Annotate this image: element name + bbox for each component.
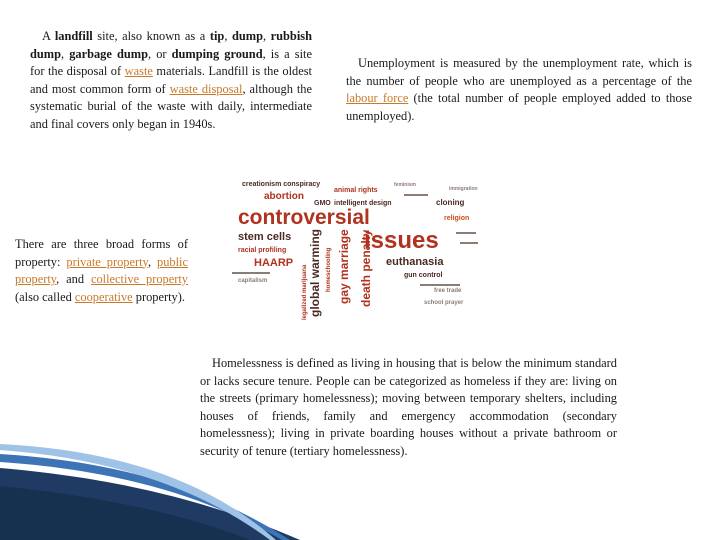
word-racial-profiling: racial profiling xyxy=(238,247,287,254)
word-gmo: GMO xyxy=(314,200,331,207)
term-landfill: landfill xyxy=(54,29,93,43)
controversial-issues-word-cloud xyxy=(224,172,492,322)
landfill-paragraph: A landfill site, also known as a tip, dump, rubbish dump, garbage dump, or dumping ground, is a site for the disposal of waste materials. Landfill is the oldest and most common form of waste disposal, although the systematic burial of the waste with daily, intermediate and final covers only began in 1940s. xyxy=(30,29,312,131)
collective-property-link[interactable]: collective property xyxy=(90,272,189,287)
homelessness-paragraph: Homelessness is defined as living in housing that is below the minimum standard or lacks secure tenure. People can be categorized as homeless if they are: living on the streets (primary homelessness); moving between temporary shelters, including houses of friends, family and emergency accommodation (secondary homelessness); living in private boarding houses without a private bathroom or security of tenure (tertiary homelessness). xyxy=(200,356,617,458)
word-euthanasia: euthanasia xyxy=(386,256,444,268)
term-dumping-ground: dumping ground xyxy=(171,46,263,61)
labour-force-link[interactable]: labour force xyxy=(346,91,409,106)
decorative-swoosh xyxy=(0,440,720,540)
word-cloud-reflection xyxy=(224,322,492,352)
term-tip: tip xyxy=(209,29,225,43)
word-creationism: creationism conspiracy xyxy=(242,181,321,188)
word-gay-marriage: gay marriage xyxy=(337,229,351,304)
private-property-link[interactable]: private property xyxy=(66,254,148,269)
word-abortion: abortion xyxy=(264,191,304,202)
word-intelligent-design: intelligent design xyxy=(334,200,392,207)
word-homeschooling: homeschooling xyxy=(326,247,332,292)
word-legalized-marijuana: legalized marijuana xyxy=(302,264,308,320)
word-stem-cells: stem cells xyxy=(238,231,292,243)
word-death-penalty: death penalty xyxy=(359,229,373,307)
word-controversial: controversial xyxy=(238,206,370,229)
word-gun-control: gun control xyxy=(404,272,443,279)
word-global-warming: global warming xyxy=(308,228,322,317)
unemployment-paragraph: Unemployment is measured by the unemployment rate, which is the number of people who are unemployed as a percentage of the labour force (the total number of people employed added to those unemployed). xyxy=(346,56,692,123)
word-immigration: immigration xyxy=(449,186,478,192)
word-issues: issues xyxy=(364,227,439,254)
property-paragraph: There are three broad forms of property: private property, public property, and collective property (also called cooperative property). xyxy=(15,237,189,304)
public-property-link[interactable]: public property xyxy=(15,254,188,287)
word-free-trade: free trade xyxy=(434,288,462,294)
word-feminism: feminism xyxy=(394,182,416,188)
word-religion: religion xyxy=(444,215,470,222)
term-dump: dump xyxy=(231,29,263,43)
waste-link[interactable]: waste xyxy=(124,64,153,79)
waste-disposal-link[interactable]: waste disposal xyxy=(169,81,243,96)
word-school-prayer: school prayer xyxy=(424,300,464,306)
word-cloning: cloning xyxy=(436,198,465,207)
word-animal-rights: animal rights xyxy=(334,187,378,194)
cooperative-link[interactable]: cooperative xyxy=(74,289,133,304)
word-capitalism: capitalism xyxy=(238,278,268,284)
word-haarp: HAARP xyxy=(254,257,294,269)
term-garbage-dump: garbage dump xyxy=(69,46,148,61)
term-rubbish-dump: rubbish dump xyxy=(30,29,312,61)
